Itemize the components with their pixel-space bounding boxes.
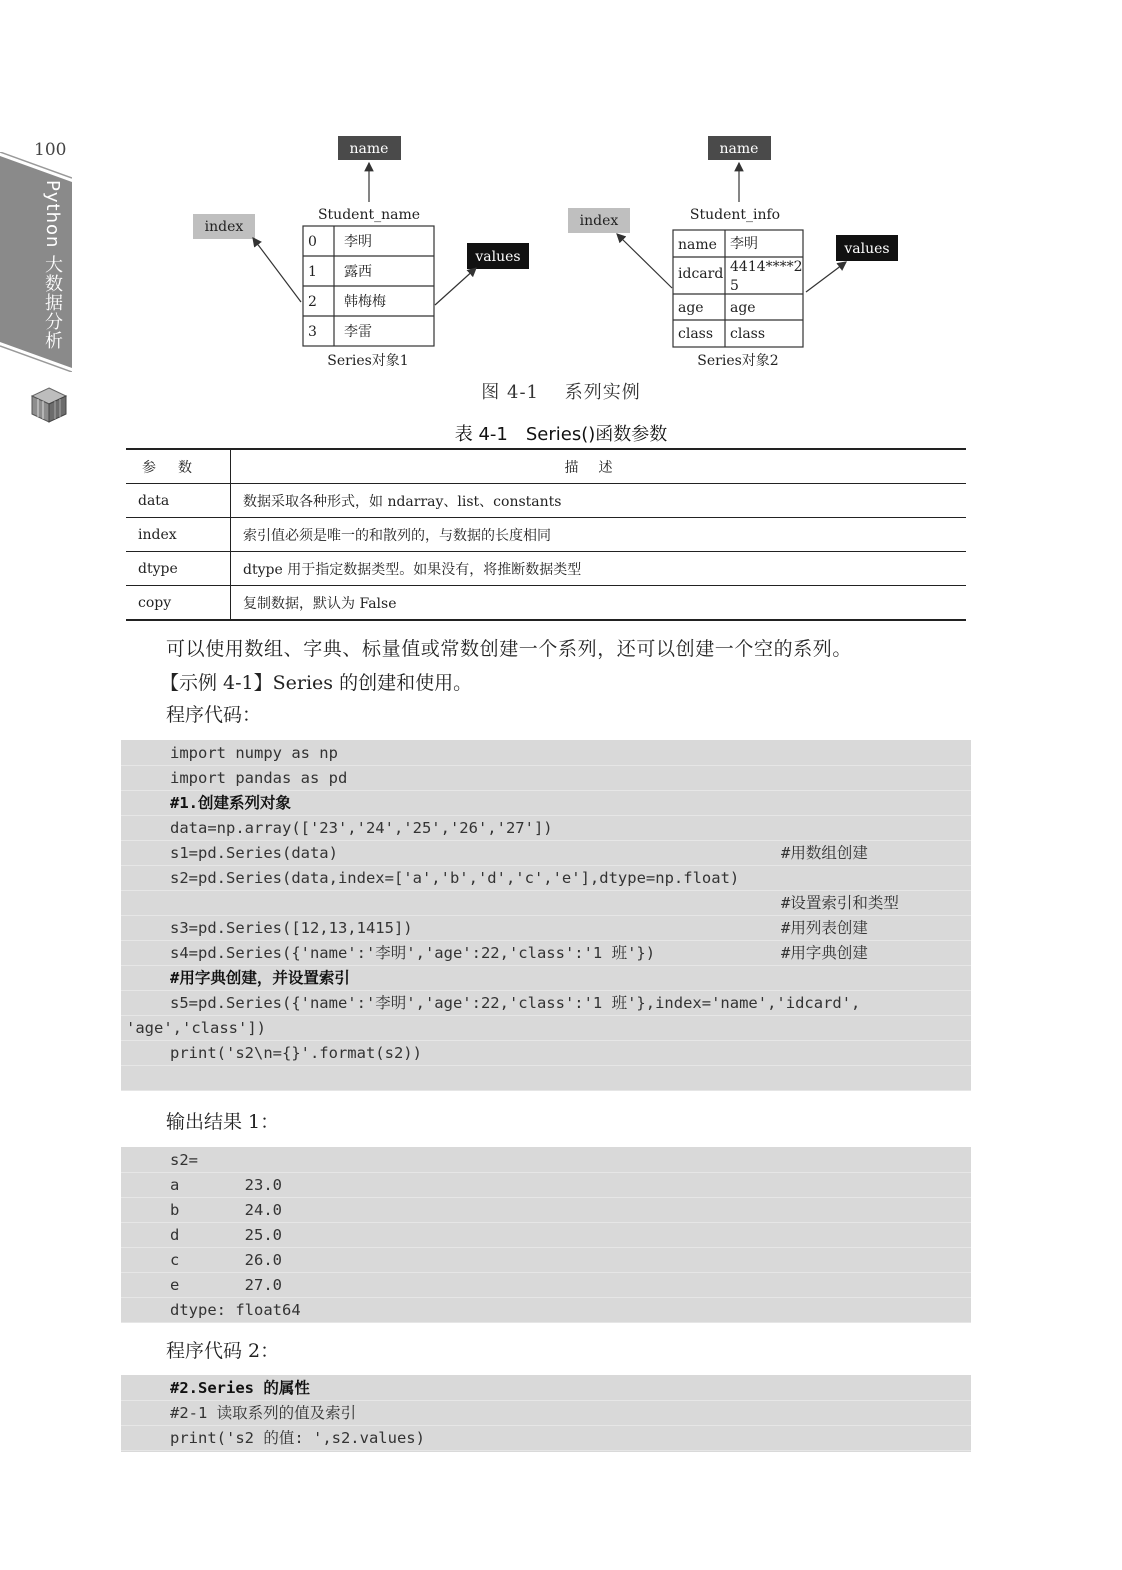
- desc-cell: 复制数据，默认为 False: [243, 595, 397, 612]
- code-text: d 25.0: [170, 1226, 282, 1244]
- code-text: s1=pd.Series(data): [170, 844, 338, 862]
- code-block-2: [121, 1375, 971, 1452]
- code-text: s4=pd.Series({'name':'李明','age':22,'class':'1 班'}): [170, 944, 656, 962]
- param-cell: data: [126, 484, 231, 518]
- s1-index-0: 0: [308, 234, 317, 250]
- code-text: #用字典创建，并设置索引: [170, 969, 350, 987]
- output-label: 输出结果 1：: [166, 1111, 280, 1133]
- code-text: s3=pd.Series([12,13,1415]): [170, 919, 413, 937]
- desc-cell: 索引值必须是唯一的和散列的，与数据的长度相同: [243, 527, 551, 544]
- code-text: #2.Series 的属性: [170, 1379, 310, 1397]
- code-line: [121, 866, 971, 891]
- param-cell: copy: [126, 586, 231, 621]
- code-line: [121, 916, 971, 941]
- code-text: c 26.0: [170, 1251, 282, 1269]
- s2-value-2: age: [730, 300, 756, 316]
- header-param: 参数: [126, 449, 231, 484]
- code-text: data=np.array(['23','24','25','26','27']): [170, 819, 553, 837]
- code-text: print('s2 的值: ',s2.values): [170, 1429, 425, 1447]
- side-tab-label: Python 大数据分析: [42, 180, 63, 351]
- s1-index-3: 3: [308, 324, 317, 340]
- code-text: import numpy as np: [170, 744, 338, 762]
- code-text: print('s2\n={}'.format(s2)): [170, 1044, 422, 1062]
- s2-value-1a: 4414****2: [730, 259, 803, 275]
- series2-title: Student_info: [689, 207, 781, 223]
- table-header-row: [126, 449, 966, 484]
- index-label: index: [579, 213, 619, 229]
- intro-paragraph: 可以使用数组、字典、标量值或常数创建一个系列，还可以创建一个空的系列。: [166, 638, 853, 660]
- page-number: 100: [34, 140, 67, 160]
- s1-value-3: 李雷: [344, 324, 372, 340]
- desc-cell: dtype 用于指定数据类型。如果没有，将推断数据类型: [243, 561, 582, 578]
- code-line: [121, 741, 971, 766]
- code-text: e 27.0: [170, 1276, 282, 1294]
- series1-title: Student_name: [317, 207, 421, 223]
- code-line: [121, 1173, 971, 1198]
- s2-index-1: idcard: [678, 266, 724, 282]
- code-line: [121, 791, 971, 816]
- series-diagram: [120, 130, 920, 375]
- s2-index-3: class: [678, 326, 714, 342]
- code-line: [121, 1016, 971, 1041]
- code-line: [121, 966, 971, 991]
- s2-index-2: age: [678, 300, 704, 316]
- code-line: [121, 991, 971, 1016]
- name-label: name: [349, 141, 389, 157]
- code-text: #2-1 读取系列的值及索引: [170, 1404, 357, 1422]
- code-text: s2=pd.Series(data,index=['a','b','d','c','e'],dtype=np.float): [170, 869, 740, 887]
- s1-value-2: 韩梅梅: [344, 294, 386, 310]
- code-block-1: [121, 740, 971, 1090]
- param-cell: dtype: [126, 552, 231, 586]
- table-caption: 表 4-1 Series()函数参数: [454, 424, 668, 445]
- series2-caption: Series对象2: [697, 353, 779, 369]
- code-line: [121, 1401, 971, 1426]
- code-comment: #用数组创建: [781, 844, 868, 862]
- figure-caption: 图 4-1 系列实例: [481, 382, 641, 403]
- table-row: [126, 552, 966, 586]
- s2-value-3: class: [730, 326, 766, 342]
- desc-cell: 数据采取各种形式，如 ndarray、list、constants: [243, 493, 562, 510]
- params-table: [126, 448, 966, 621]
- code-text: 'age','class']): [126, 1019, 266, 1037]
- table-row: [126, 518, 966, 552]
- index-label: index: [204, 219, 244, 235]
- series1-caption: Series对象1: [327, 353, 409, 369]
- series1-diagram: [193, 136, 529, 369]
- code-line: [121, 841, 971, 866]
- code-text: s2=: [170, 1151, 198, 1169]
- code-line: [121, 1041, 971, 1066]
- s1-value-0: 李明: [344, 234, 372, 250]
- series2-diagram: [568, 136, 898, 369]
- example-heading: 【示例 4-1】Series 的创建和使用。: [160, 672, 473, 694]
- s2-index-0: name: [678, 237, 717, 253]
- code-line: [121, 1066, 971, 1091]
- code-line: [121, 1298, 971, 1323]
- code-label-2: 程序代码 2：: [166, 1340, 280, 1362]
- table-row: [126, 586, 966, 621]
- code-text: s5=pd.Series({'name':'李明','age':22,'class':'1 班'},index='name','idcard',: [170, 994, 861, 1012]
- code-comment: #设置索引和类型: [781, 894, 899, 912]
- s1-index-2: 2: [308, 294, 317, 310]
- code-comment: #用列表创建: [781, 919, 868, 937]
- code-label: 程序代码：: [166, 704, 262, 726]
- s2-value-0: 李明: [730, 236, 758, 252]
- code-line: [121, 1223, 971, 1248]
- s1-value-1: 露西: [344, 264, 372, 280]
- code-line: [121, 1198, 971, 1223]
- param-cell: index: [126, 518, 231, 552]
- code-line: [121, 1376, 971, 1401]
- code-line: [121, 816, 971, 841]
- name-label: name: [719, 141, 759, 157]
- s2-value-1b: 5: [730, 278, 739, 294]
- code-line: [121, 941, 971, 966]
- code-line: [121, 891, 971, 916]
- code-line: [121, 766, 971, 791]
- code-text: b 24.0: [170, 1201, 282, 1219]
- code-line: [121, 1426, 971, 1451]
- table-row: [126, 484, 966, 518]
- values-label: values: [844, 241, 890, 257]
- code-line: [121, 1148, 971, 1173]
- header-desc: 描述: [564, 459, 633, 476]
- code-text: #1.创建系列对象: [170, 794, 291, 812]
- code-line: [121, 1273, 971, 1298]
- code-comment: #用字典创建: [781, 944, 868, 962]
- values-label: values: [475, 249, 521, 265]
- code-text: a 23.0: [170, 1176, 282, 1194]
- code-text: dtype: float64: [170, 1301, 301, 1319]
- s1-index-1: 1: [308, 264, 317, 280]
- code-line: [121, 1248, 971, 1273]
- code-text: import pandas as pd: [170, 769, 348, 787]
- output-block-1: [121, 1147, 971, 1323]
